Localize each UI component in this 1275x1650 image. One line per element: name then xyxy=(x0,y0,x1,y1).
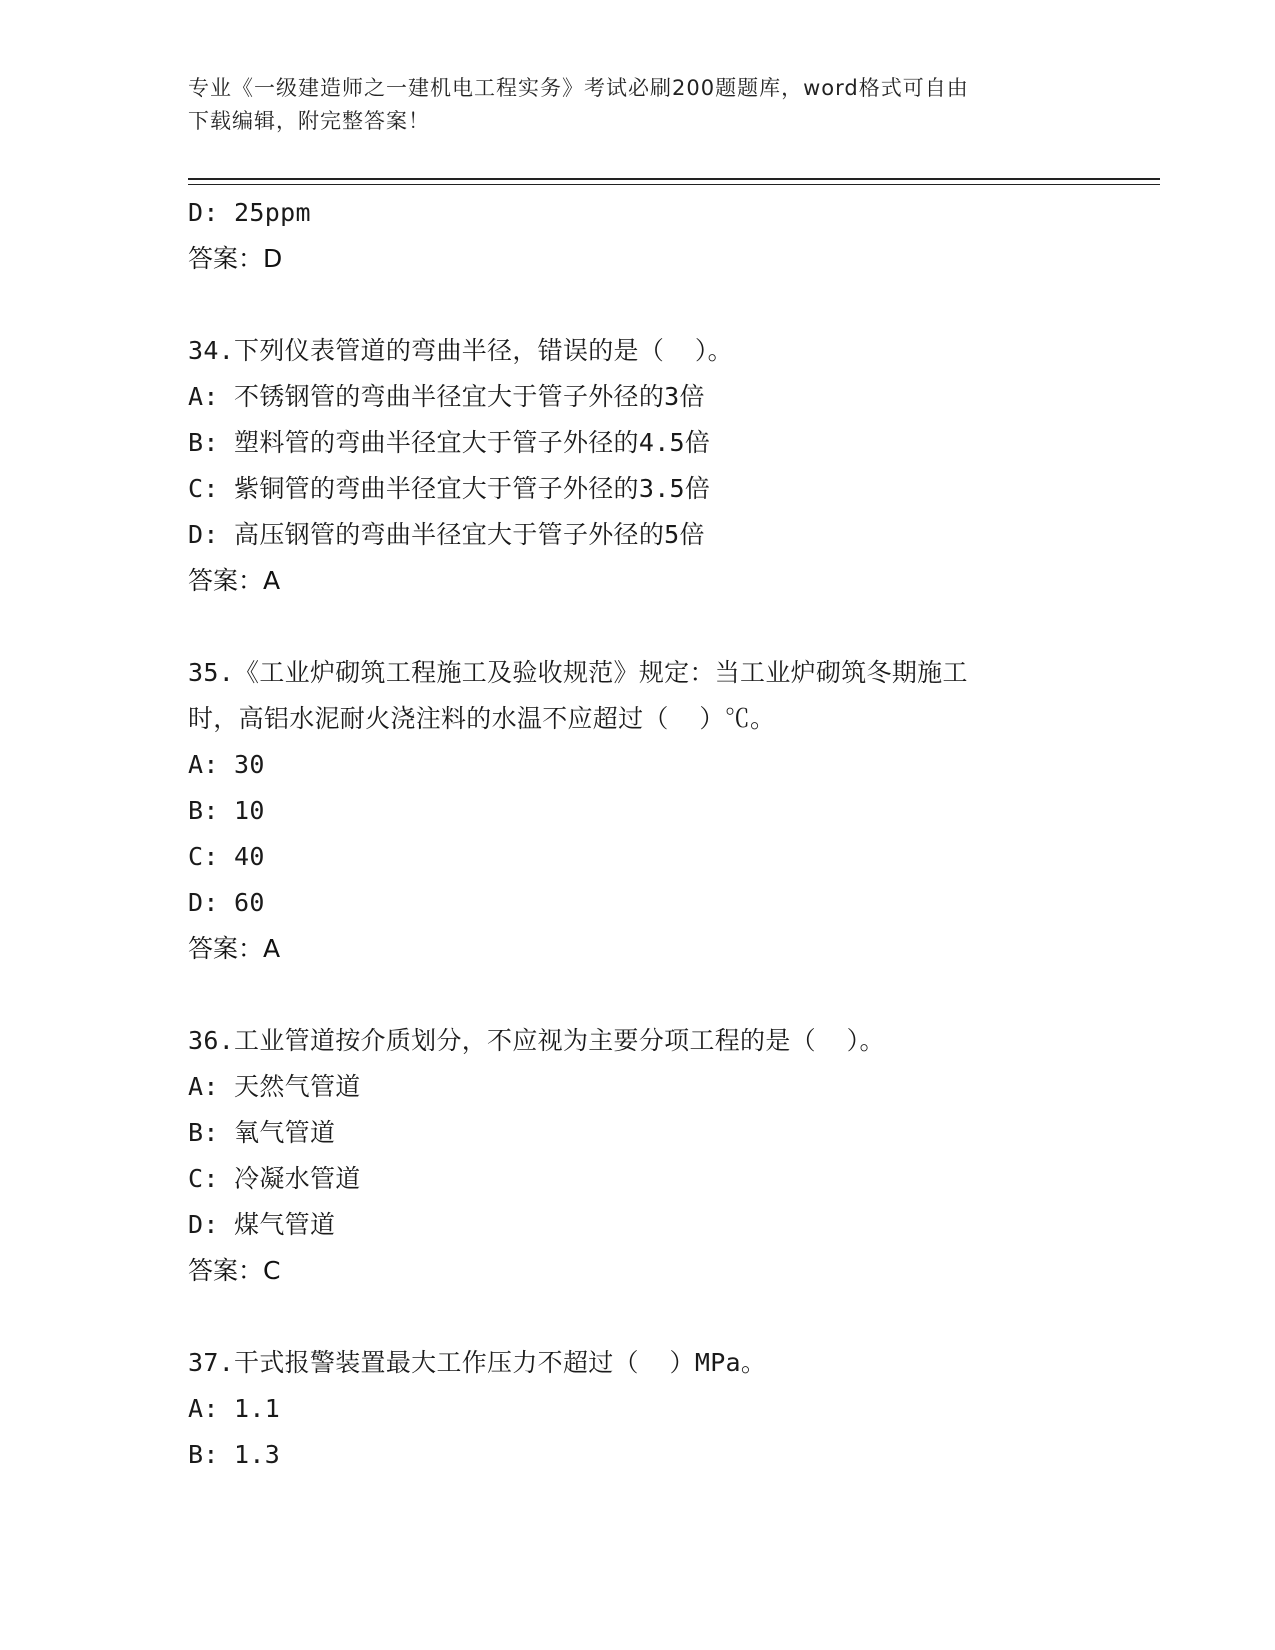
option-b: B: 氧气管道 xyxy=(188,1118,336,1147)
header-rule-thick xyxy=(188,178,1160,180)
header-rule-thin xyxy=(188,184,1160,185)
header-line-1: 专业《一级建造师之一建机电工程实务》考试必刷200题题库，word格式可自由 xyxy=(188,76,969,100)
option-c: C: 40 xyxy=(188,842,265,871)
question-stem-continued: 时，高铝水泥耐火浇注料的水温不应超过（ ）℃。 xyxy=(188,704,776,733)
option-c: C: 紫铜管的弯曲半径宜大于管子外径的3.5倍 xyxy=(188,474,711,503)
option-d: D: 高压钢管的弯曲半径宜大于管子外径的5倍 xyxy=(188,520,705,549)
question-stem: 35.《工业炉砌筑工程施工及验收规范》规定：当工业炉砌筑冬期施工 xyxy=(188,658,968,687)
question-stem: 37.干式报警装置最大工作压力不超过（ ）MPa。 xyxy=(188,1348,767,1377)
page-header xyxy=(188,72,1068,138)
option-a: A: 天然气管道 xyxy=(188,1072,361,1101)
question-stem: 36.工业管道按介质划分，不应视为主要分项工程的是（ ）。 xyxy=(188,1026,885,1055)
option-c: C: 冷凝水管道 xyxy=(188,1164,361,1193)
spacer xyxy=(188,1294,1088,1340)
option-d: D: 25ppm xyxy=(188,198,311,227)
option-d: D: 60 xyxy=(188,888,265,917)
document-body xyxy=(188,190,1088,1478)
header-line-2: 下载编辑，附完整答案！ xyxy=(188,109,430,133)
question-33-tail xyxy=(188,190,1088,282)
option-b: B: 塑料管的弯曲半径宜大于管子外径的4.5倍 xyxy=(188,428,711,457)
question-34 xyxy=(188,328,1088,604)
spacer xyxy=(188,972,1088,1018)
answer-line: 答案：C xyxy=(188,1256,281,1285)
question-stem: 34.下列仪表管道的弯曲半径，错误的是（ ）。 xyxy=(188,336,733,365)
question-37 xyxy=(188,1340,1088,1478)
option-a: A: 不锈钢管的弯曲半径宜大于管子外径的3倍 xyxy=(188,382,705,411)
option-b: B: 10 xyxy=(188,796,265,825)
answer-line: 答案：A xyxy=(188,934,281,963)
option-d: D: 煤气管道 xyxy=(188,1210,336,1239)
answer-line: 答案：D xyxy=(188,244,283,273)
question-35 xyxy=(188,650,1088,972)
option-b: B: 1.3 xyxy=(188,1440,281,1469)
option-a: A: 30 xyxy=(188,750,265,779)
answer-line: 答案：A xyxy=(188,566,281,595)
option-a: A: 1.1 xyxy=(188,1394,281,1423)
question-36 xyxy=(188,1018,1088,1294)
spacer xyxy=(188,282,1088,328)
spacer xyxy=(188,604,1088,650)
